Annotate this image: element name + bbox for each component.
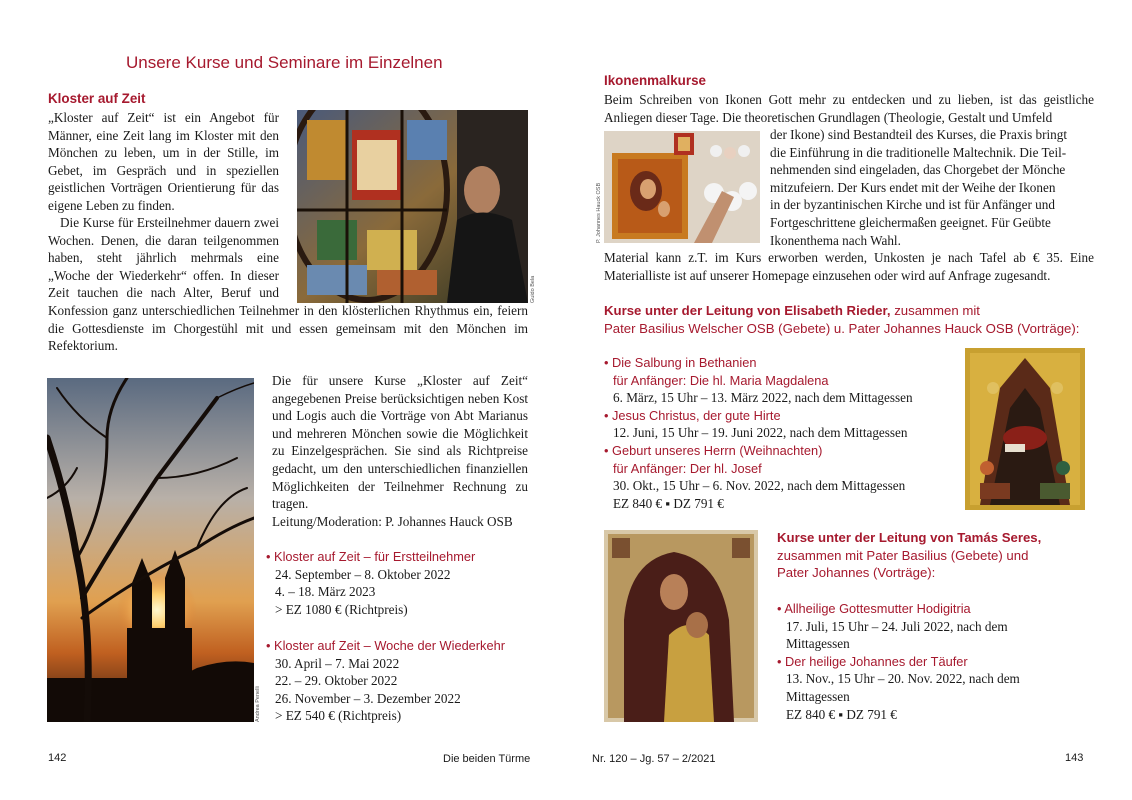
church-silhouette-photo: [47, 378, 254, 722]
seres-courses: [777, 600, 1097, 723]
course-price: EZ 840 € ▪ DZ 791 €: [613, 495, 724, 511]
course-title: • Der heilige Johannes der Täufer: [777, 653, 968, 669]
ikonen-intro: [604, 91, 1094, 126]
kloster-para1: „Kloster auf Zeit“ ist ein Angebot für Männer, eine Zeit lang im Kloster mit den Mönchen zu leben, um in der Stille, im Gebet, im Gespräch und in speziellen geistlichen Vorträgen Orientierung für das eigene Leben zu finden.: [48, 110, 279, 213]
seres-lead-line3: Pater Johannes (Vorträge):: [777, 565, 936, 581]
hodigitria-icon-image: [604, 530, 758, 722]
course-date: 30. Okt., 15 Uhr – 6. Nov. 2022, nach dem Mittagessen: [613, 478, 906, 494]
course-date: 13. Nov., 15 Uhr – 20. Nov. 2022, nach dem: [786, 671, 1020, 687]
footer-magazine-title: Die beiden Türme: [443, 753, 531, 765]
course-subtitle: für Anfänger: Die hl. Maria Magdalena: [613, 372, 829, 388]
course-title: • Geburt unseres Herrn (Weihnachten): [604, 442, 823, 458]
section-title: Unsere Kurse und Seminare im Einzelnen: [126, 53, 443, 72]
icon-painting-photo: [604, 131, 760, 243]
course-date: 30. April – 7. Mai 2022: [275, 655, 400, 671]
float-spacer: [279, 214, 528, 300]
course-title: • Allheilige Gottesmutter Hodigitria: [777, 601, 971, 616]
ikonen-line: die Einführung in die traditionelle Maltechnik. Die Teil-: [770, 144, 1067, 160]
rieder-lead-bold: Kurse unter der Leitung von Elisabeth Rieder,: [604, 303, 891, 318]
kloster-leitung: Leitung/Moderation: P. Johannes Hauck OSB: [272, 513, 513, 529]
course-block-erst: [266, 548, 546, 618]
course-date: 17. Juli, 15 Uhr – 24. Juli 2022, nach dem: [786, 618, 1008, 634]
course-date: 22. – 29. Oktober 2022: [275, 673, 398, 689]
course-title: • Kloster auf Zeit – Woche der Wiederkehr: [266, 638, 505, 653]
footer-issue: Nr. 120 – Jg. 57 – 2/2021: [592, 753, 716, 765]
kloster-para2-wrap: [48, 214, 528, 355]
page-number-right: 143: [1065, 752, 1084, 764]
course-date: Mittagessen: [786, 636, 850, 652]
ikonen-line: Fortgeschrittene gleichermaßen geeignet. Für Geübte: [770, 214, 1051, 230]
church-sunset-illustration: [47, 378, 254, 722]
course-title: • Jesus Christus, der gute Hirte: [604, 407, 781, 423]
ikonen-line: in der byzantinischen Kirche und ist für Anfänger und: [770, 197, 1055, 213]
course-title: • Kloster auf Zeit – für Erstteilnehmer: [266, 549, 476, 564]
kloster-intro-column: [48, 109, 279, 215]
nativity-icon-image: [965, 348, 1085, 510]
ikonen-intro-text: Beim Schreiben von Ikonen Gott mehr zu entdecken und zu lieben, ist das geistliche Anliegen dieser Tage. Die theoretischen Grundlagen (Theologie, Gestalt und Umfeld: [604, 92, 1094, 125]
ikonen-wrap-column: [770, 126, 1096, 249]
course-price: > EZ 1080 € (Richtpreis): [275, 601, 408, 617]
course-price: > EZ 540 € (Richtpreis): [275, 708, 402, 724]
ikonen-line: der Ikone) sind Bestandteil des Kurses, die Praxis bringt: [770, 127, 1068, 142]
course-date: 4. – 18. März 2023: [275, 584, 376, 600]
photo-credit-icon-painting: P. Johannes Hauck OSB: [596, 182, 602, 243]
course-subtitle: für Anfänger: Der hl. Josef: [613, 460, 762, 476]
nativity-icon-illustration: [965, 348, 1085, 510]
course-price: EZ 840 € ▪ DZ 791 €: [786, 706, 897, 722]
ikonen-material: [604, 249, 1094, 284]
kloster-heading: Kloster auf Zeit: [48, 91, 146, 106]
course-date: 6. März, 15 Uhr – 13. März 2022, nach dem Mittagessen: [613, 390, 913, 406]
course-title: • Die Salbung in Bethanien: [604, 355, 757, 370]
kloster-prices-column: [272, 372, 528, 530]
kloster-para3: Die für unsere Kurse „Kloster auf Zeit“ angegebenen Preise berücksichtigen neben Kost und Logis auch die Vorträge von Abt Marianus und mehreren Mönchen sowie die Möglichkeit zu Einzelgesprächen. Sie sind als Richtpreise gedacht, um den unterschiedlichen finanziellen Möglichkeiten der Teilnehmer Rechnung zu tragen.: [272, 373, 528, 512]
right-page: [566, 0, 1132, 800]
photo-credit-window: Guido Bela: [530, 275, 536, 303]
page-number-left: 142: [48, 752, 67, 764]
seres-lead-bold: Kurse unter der Leitung von Tamás Seres,: [777, 530, 1042, 545]
course-date: 26. November – 3. Dezember 2022: [275, 690, 461, 706]
ikonen-line: nehmenden sind eingeladen, das Chorgebet der Mönche: [770, 162, 1066, 178]
seres-lead: [777, 529, 1097, 582]
course-date: 24. September – 8. Oktober 2022: [275, 566, 451, 582]
ikonen-line: Ikonenthema nach Wahl.: [770, 232, 901, 248]
icon-painting-illustration: [604, 131, 760, 243]
rieder-lead-rest: zusammen mit: [890, 303, 980, 318]
photo-credit-church: Andrea Penelli: [255, 686, 261, 722]
hodigitria-icon-illustration: [604, 530, 758, 722]
rieder-lead-line2: Pater Basilius Welscher OSB (Gebete) u. Pater Johannes Hauck OSB (Vorträge):: [604, 321, 1080, 336]
seres-lead-line2: zusammen mit Pater Basilius (Gebete) und: [777, 547, 1029, 563]
ikonen-heading: Ikonenmalkurse: [604, 73, 706, 88]
course-block-wiederkehr: [266, 637, 546, 725]
course-date: Mittagessen: [786, 688, 850, 704]
ikonen-material-text: Material kann z.T. im Kurs erworben werden, Unkosten je nach Tafel ab € 35. Eine Materialliste ist auf unserer Homepage einzusehen oder wird auf Anfrage zugesandt.: [604, 250, 1094, 283]
rieder-courses: [604, 354, 964, 512]
kloster-para2: Die Kurse für Ersteilnehmer dauern zwei Wochen. Denen, die daran teilgenommen haben, steht jährlich mehrmals eine „Woche der Wiederkehr“ offen. In dieser Zeit tauchen die nach Alter, Beruf und Konfession ganz unterschiedlichen Teilnehmer in den klösterlichen Rhythmus ein, feiern die Gottesdienste im Chorgestühl mit und essen gemeinsam mit den Mönchen im Refektorium.: [48, 215, 528, 354]
rieder-lead: [604, 302, 1104, 338]
ikonen-line: mitzufeiern. Der Kurs endet mit der Weihe der Ikonen: [770, 179, 1056, 195]
course-date: 12. Juni, 15 Uhr – 19. Juni 2022, nach dem Mittagessen: [613, 425, 908, 441]
